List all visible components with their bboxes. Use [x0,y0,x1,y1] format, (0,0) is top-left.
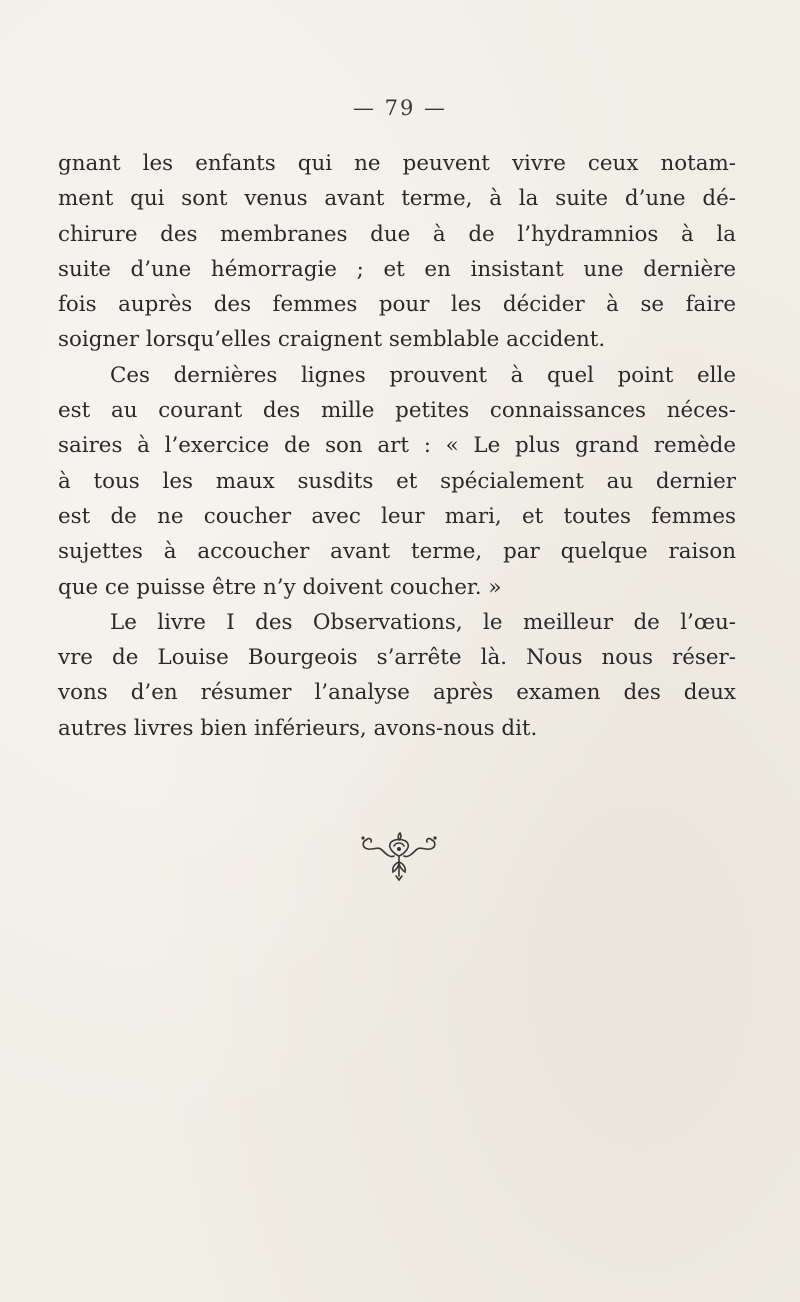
paragraph-3 [58,605,736,746]
text-line: est de ne coucher avec leur mari, et toutes femmes [58,503,736,529]
text-line: fois auprès des femmes pour les décider à se faire [58,292,736,318]
text-line: gnant les enfants qui ne peuvent vivre ceux notam- [58,151,736,176]
text-line: Le livre I des Observations, le meilleur de l’œu- [110,609,736,635]
text-line: chirure des membranes due à de l’hydramnios à la [58,221,736,247]
text-line: saires à l’exercice de son art : « Le plus grand remède [58,433,736,459]
text-line: suite d’une hémorragie ; et en insistant une dernière [58,256,736,282]
page-number: — 79 — [352,96,448,120]
paragraph-1 [58,146,736,358]
text-line: est au courant des mille petites connaissances néces- [58,398,736,424]
fleuron-ornament-icon [360,832,438,884]
text-line: ment qui sont venus avant terme, à la suite d’une dé- [58,186,736,212]
text-line: Ces dernières lignes prouvent à quel point elle [110,362,736,388]
text-line: vre de Louise Bourgeois s’arrête là. Nous nous réser- [58,645,736,671]
text-line: que ce puisse être n’y doivent coucher. » [58,574,502,600]
body-text [58,146,736,746]
paragraph-2 [58,358,736,605]
text-line: sujettes à accoucher avant terme, par quelque raison [58,539,736,565]
text-line: vons d’en résumer l’analyse après examen des deux [58,680,736,706]
text-line: autres livres bien inférieurs, avons-nous dit. [58,715,538,741]
text-line: soigner lorsqu’elles craignent semblable accident. [58,327,606,353]
text-line: à tous les maux susdits et spécialement au dernier [58,468,736,494]
